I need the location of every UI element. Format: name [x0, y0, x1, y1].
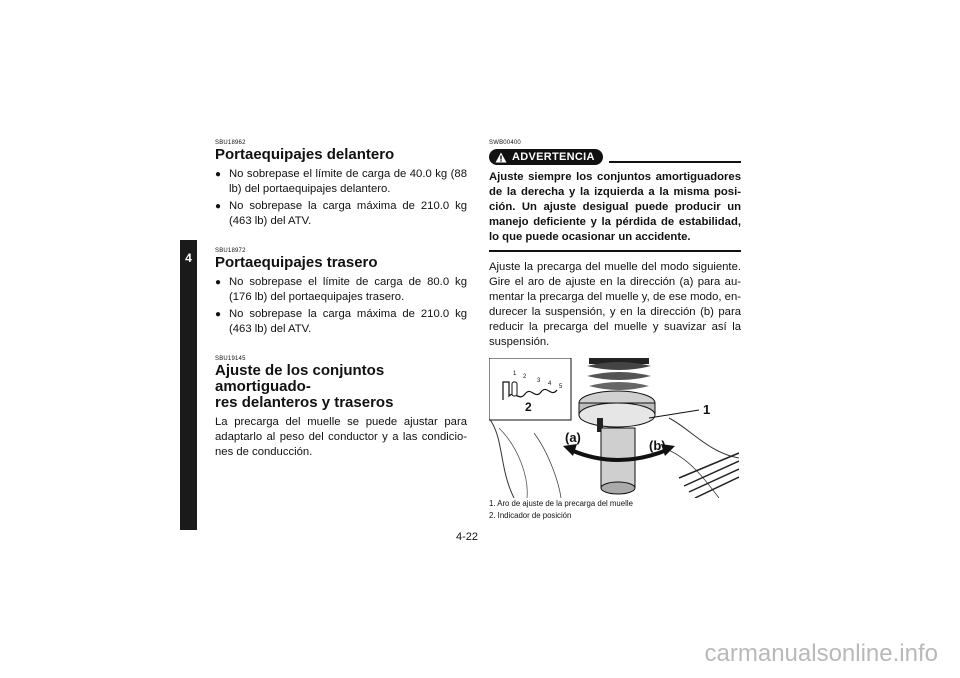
- left-column: [215, 140, 467, 460]
- warning-rule: [609, 161, 741, 163]
- bullet-icon: ●: [215, 277, 222, 288]
- position-number: 5: [559, 384, 563, 390]
- right-column: [489, 140, 741, 522]
- direction-b-label: (b): [649, 438, 666, 453]
- position-number: 2: [523, 374, 527, 380]
- direction-a-label: (a): [565, 430, 581, 445]
- adjustment-body: Ajuste la precarga del muelle del modo siguiente. Gire el aro de ajuste en la dirección (a) para au-mentar la precarga del muelle y, de ese modo, en-durecer la suspensión, y en la dirección (b) para reducir la precarga del muelle y suavizar así la suspensión.: [489, 261, 741, 348]
- list-item: ● No sobrepase la carga máxima de 210.0 kg (463 lb) del ATV.: [215, 308, 467, 335]
- section-code: SBU18962: [215, 140, 246, 146]
- callout-2: 2: [525, 400, 532, 414]
- watermark: carmanualsonline.info: [704, 640, 938, 667]
- shock-absorber-illustration: [489, 358, 739, 498]
- warning-badge: [489, 149, 603, 165]
- figure-caption: 1. Aro de ajuste de la precarga del muelle: [489, 499, 633, 508]
- warning-code: SWB00400: [489, 140, 521, 146]
- warning-label: ADVERTENCIA: [512, 151, 595, 163]
- warning-text: Ajuste siempre los conjuntos amortiguadores de la derecha y la izquierda a la misma posi-ción. Un ajuste desigual puede producir un manejo deficiente y la pérdida de estabilidad, lo que puede ocasionar un accidente.: [489, 170, 741, 252]
- figure-caption: 2. Indicador de posición: [489, 511, 572, 520]
- section-code: SBU19145: [215, 356, 246, 362]
- bullet-icon: ●: [215, 169, 222, 180]
- section-title: Portaequipajes trasero: [215, 254, 378, 271]
- warning-triangle-icon: [495, 152, 507, 163]
- section-body: La precarga del muelle se puede ajustar para adaptarlo al peso del conductor y a las condicio-nes de conducción.: [215, 416, 467, 458]
- bullet-icon: ●: [215, 309, 222, 320]
- bullet-icon: ●: [215, 201, 222, 212]
- position-number: 3: [537, 378, 541, 384]
- position-number: 1: [513, 371, 517, 377]
- section-code: SBU18972: [215, 248, 246, 254]
- shock-absorber-figure: [489, 358, 739, 498]
- list-item: ● No sobrepase el límite de carga de 80.0 kg (176 lb) del portaequipajes trasero.: [215, 276, 467, 303]
- chapter-tab-number: 4: [185, 251, 192, 265]
- position-number: 4: [548, 381, 552, 387]
- section-title: Ajuste de los conjuntos amortiguado- res delanteros y traseros: [215, 362, 394, 411]
- section-title: Portaequipajes delantero: [215, 146, 395, 163]
- chapter-tab: [180, 240, 197, 530]
- list-item: ● No sobrepase el límite de carga de 40.0 kg (88 lb) del portaequipajes delantero.: [215, 168, 467, 195]
- list-item: ● No sobrepase la carga máxima de 210.0 kg (463 lb) del ATV.: [215, 200, 467, 227]
- warning-header: [489, 149, 741, 165]
- page-number: 4-22: [456, 531, 479, 543]
- callout-1: 1: [703, 402, 711, 417]
